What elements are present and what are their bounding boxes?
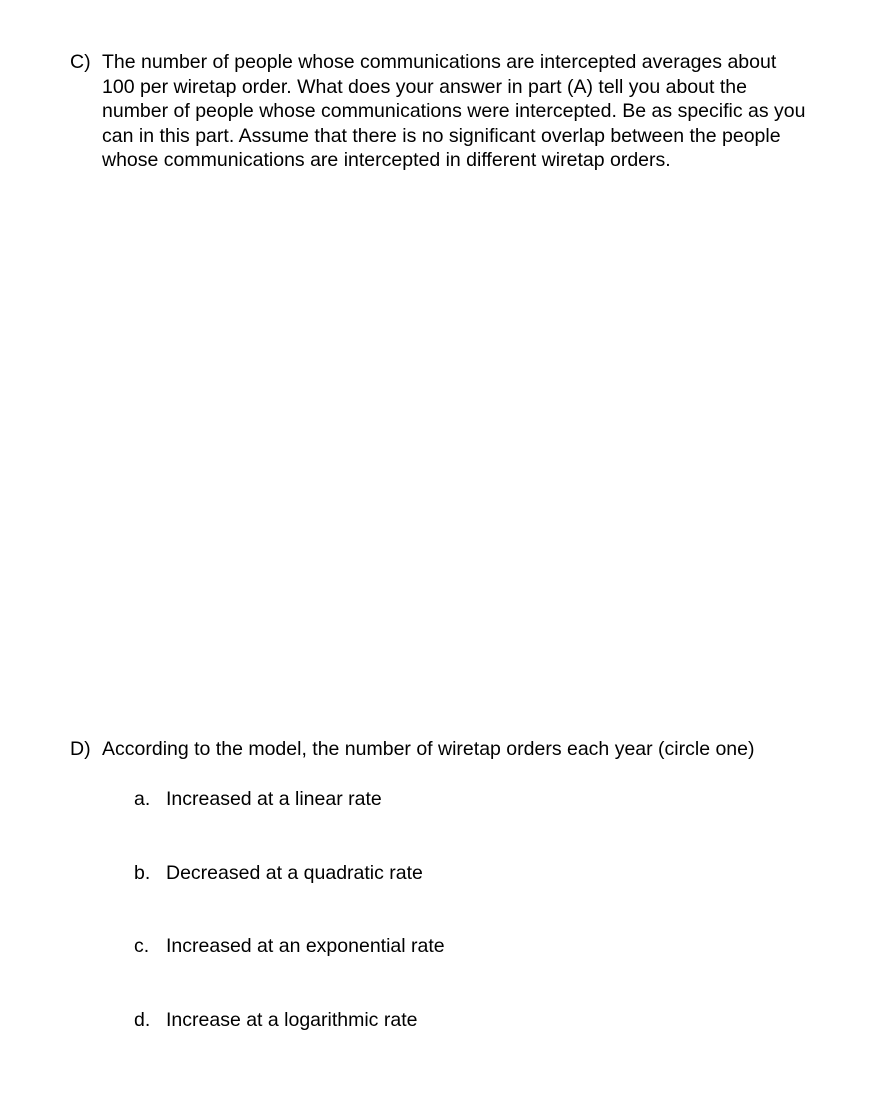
option-d-letter: d. xyxy=(134,1009,151,1031)
option-a-letter: a. xyxy=(134,788,151,810)
option-b-letter: b. xyxy=(134,862,151,884)
option-d[interactable] xyxy=(134,1008,734,1033)
option-b[interactable] xyxy=(134,861,734,886)
question-d-label: D) xyxy=(70,738,91,760)
option-c-text: Increased at an exponential rate xyxy=(166,935,445,957)
question-c-text: The number of people whose communications are intercepted averages about 100 per wiretap order. What does your answer in part (A) tell you about the number of people whose communications were intercepted. Be as specific as you can in this part. Assume that there is no significant overlap between the people whose communications are intercepted in different wiretap orders. xyxy=(102,51,806,171)
option-a-text: Increased at a linear rate xyxy=(166,788,382,810)
option-c-letter: c. xyxy=(134,935,150,957)
question-c-label: C) xyxy=(70,51,91,73)
option-a[interactable] xyxy=(134,787,734,812)
question-d-text: According to the model, the number of wiretap orders each year (circle one) xyxy=(102,738,755,760)
option-b-text: Decreased at a quadratic rate xyxy=(166,862,423,884)
question-c xyxy=(70,50,810,173)
question-d xyxy=(70,737,810,762)
option-c[interactable] xyxy=(134,934,734,959)
option-d-text: Increase at a logarithmic rate xyxy=(166,1009,418,1031)
